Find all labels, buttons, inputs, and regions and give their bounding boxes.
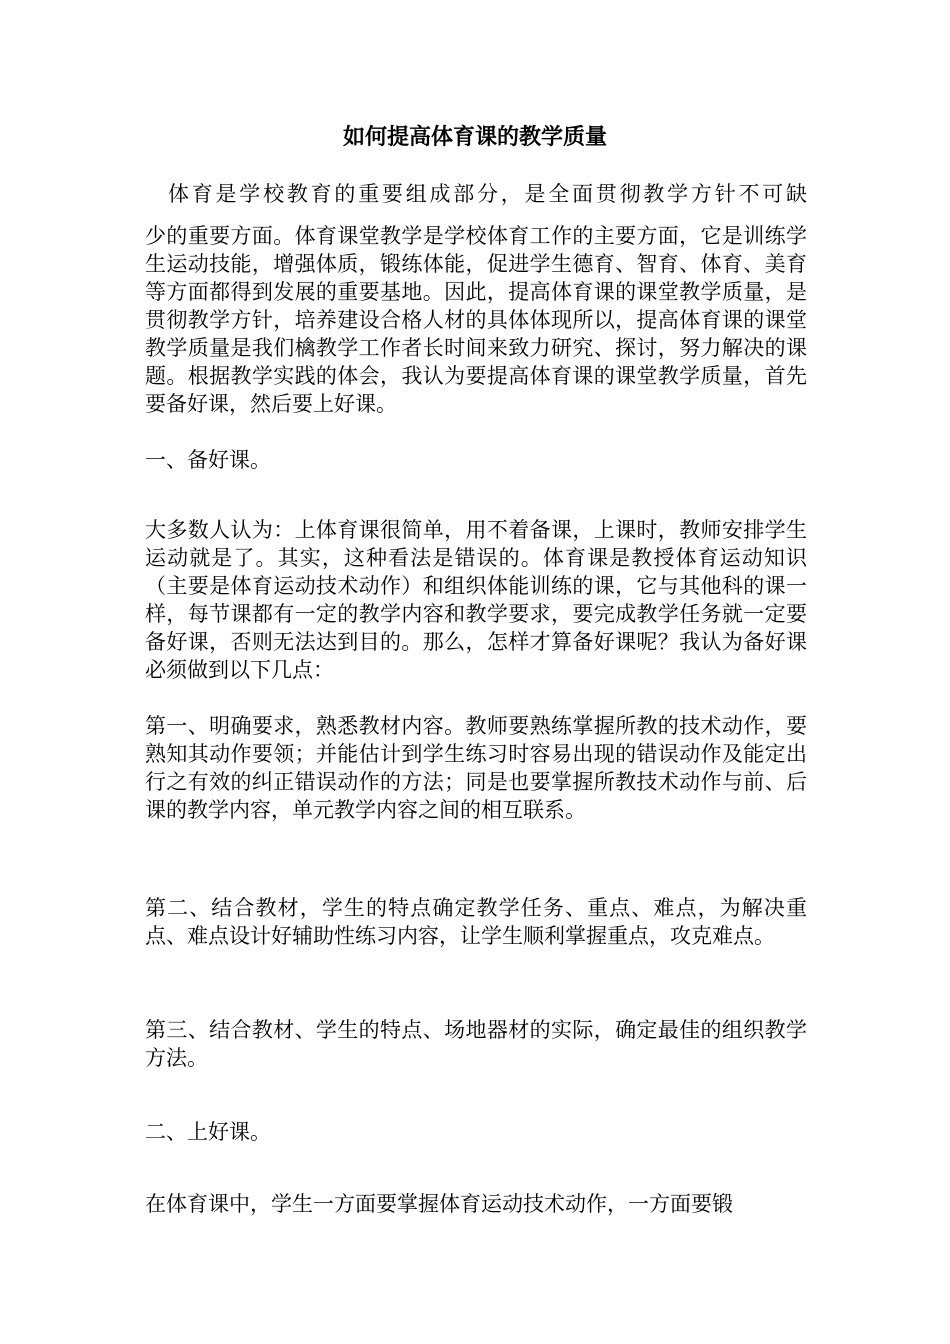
document-title: 如何提高体育课的教学质量 bbox=[342, 124, 607, 150]
section-2-heading: 二、上好课。 bbox=[145, 1120, 271, 1144]
section-1-paragraph: 大多数人认为：上体育课很简单，用不着备课，上课时，教师安排学生运动就是了。其实，这种看法是错误的。体育课是教授体育运动知识（主要是体育运动技术动作）和组织体能训练的课，它与其他科的课一样，每节课都有一定的教学内容和教学要求，要完成教学任务就一定要备好课，否则无法达到目的。那么，怎样才算备好课呢？我认为备好课必须做到以下几点： bbox=[145, 518, 807, 682]
intro-first-line-text: 体育是学校教育的重要组成部分，是全面贯彻教学方针不可缺 bbox=[168, 182, 807, 206]
intro-paragraph: 少的重要方面。体育课堂教学是学校体育工作的主要方面，它是训练学生运动技能，增强体质，锻练体能，促进学生德育、智育、体育、美育等方面都得到发展的重要基地。因此，提高体育课的课堂教学质量，是贯彻教学方针，培养建设合格人材的具体体现所以，提高体育课的课堂教学质量是我们檎教学工作者长时间来致力研究、探讨，努力解决的课题。根据教学实践的体会，我认为要提高体育课的课堂教学质量，首先要备好课，然后要上好课。 bbox=[145, 224, 807, 416]
point-1-paragraph: 第一、明确要求，熟悉教材内容。教师要熟练掌握所教的技术动作，要熟知其动作要领；并能估计到学生练习时容易出现的错误动作及能定出行之有效的纠正错误动作的方法；同是也要掌握所教技术动作与前、后课的教学内容，单元教学内容之间的相互联系。 bbox=[145, 714, 807, 822]
intro-first-line bbox=[168, 180, 807, 208]
point-3-paragraph: 第三、结合教材、学生的特点、场地器材的实际，确定最佳的组织教学方法。 bbox=[145, 1018, 807, 1070]
point-2-paragraph: 第二、结合教材，学生的特点确定教学任务、重点、难点，为解决重点、难点设计好辅助性练习内容，让学生顺利掌握重点，攻克难点。 bbox=[145, 896, 807, 948]
section-2-paragraph: 在体育课中，学生一方面要掌握体育运动技术动作，一方面要锻 bbox=[145, 1192, 733, 1216]
section-1-heading: 一、备好课。 bbox=[145, 448, 271, 472]
